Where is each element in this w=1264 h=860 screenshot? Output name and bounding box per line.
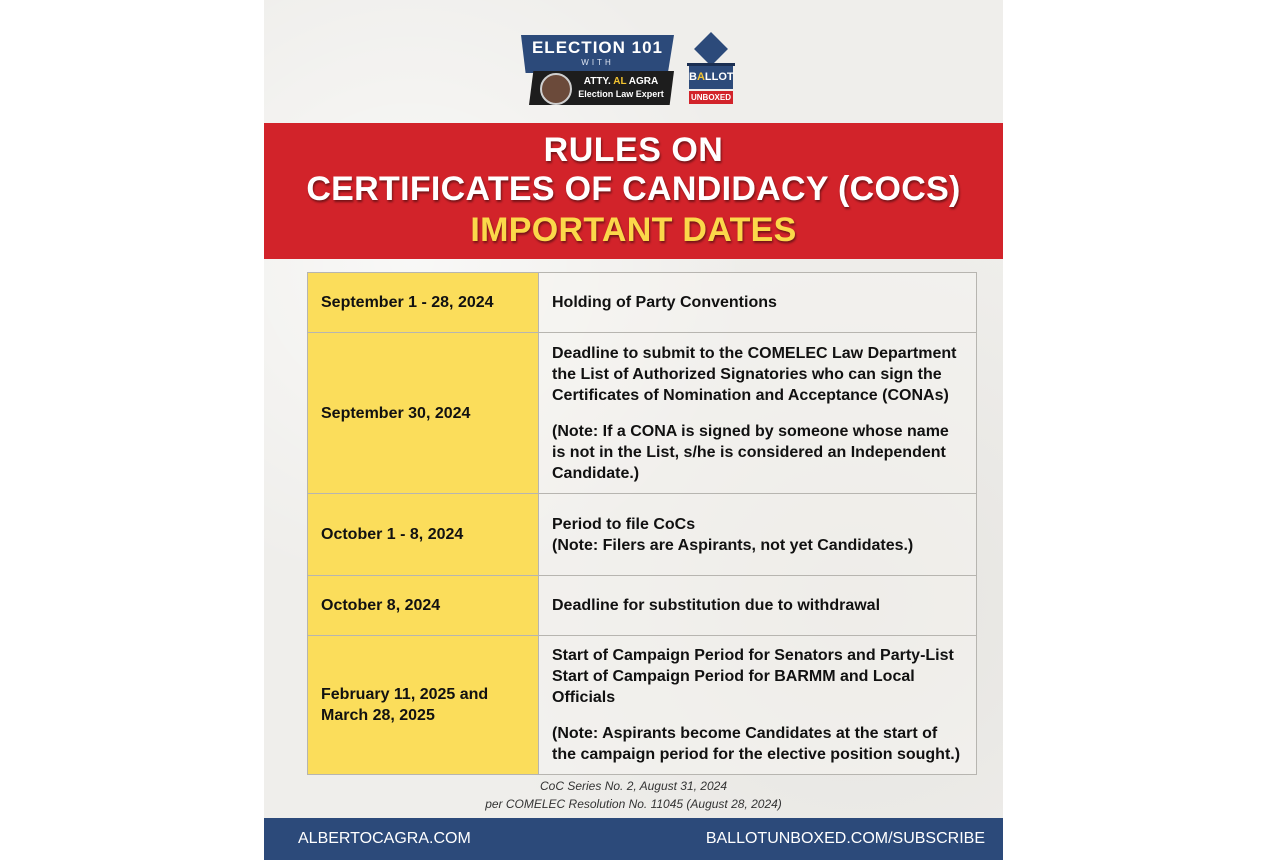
date-line-1: February 11, 2025 and: [321, 686, 489, 703]
ballot-letter-a: A: [696, 71, 705, 83]
source-note-line-1: CoC Series No. 2, August 31, 2024: [540, 779, 727, 793]
poster: [264, 0, 1003, 860]
ballot-word: [689, 71, 733, 83]
name-highlight: AL: [613, 76, 627, 87]
description-text: Deadline for substitution due to withdrawal: [552, 597, 881, 614]
date-cell: [308, 636, 539, 775]
source-note-line-2: per COMELEC Resolution No. 11045 (August 28, 2024): [485, 797, 782, 811]
date-line-2: March 28, 2025: [321, 707, 435, 724]
banner-line-3: IMPORTANT DATES: [470, 211, 797, 249]
table-row: [308, 333, 977, 494]
footer-bar: [264, 818, 1003, 860]
description-cell: [539, 273, 977, 333]
name-suffix: AGRA: [628, 76, 659, 87]
title-banner: [264, 123, 1003, 259]
table-row: [308, 494, 977, 576]
ballot-unboxed-logo: [685, 33, 737, 105]
ballot-sub: UNBOXED: [690, 93, 731, 102]
avatar: [540, 73, 572, 105]
logo-role: Election Law Expert: [578, 89, 664, 99]
table-row: [308, 273, 977, 333]
banner-line-2: CERTIFICATES OF CANDIDACY (COCS): [306, 170, 961, 208]
date-cell: September 30, 2024: [308, 333, 539, 494]
ballot-slot: [687, 63, 735, 66]
description-text: Period to file CoCs: [552, 515, 696, 533]
election-101-logo: [521, 35, 674, 105]
date-cell: October 8, 2024: [308, 576, 539, 636]
description-note: (Note: Filers are Aspirants, not yet Candidates.): [552, 536, 914, 554]
logo-title: ELECTION 101: [531, 38, 664, 57]
description-text: Start of Campaign Period for BARMM and Local Officials: [552, 668, 915, 706]
banner-line-1: RULES ON: [543, 131, 724, 169]
footer-right-link[interactable]: BALLOTUNBOXED.COM/SUBSCRIBE: [705, 830, 985, 847]
logo-with: WITH: [581, 58, 614, 67]
description-text: Start of Campaign Period for Senators and Party-List: [552, 647, 954, 664]
ballot-letter-b: B: [689, 71, 697, 83]
description-note: (Note: If a CONA is signed by someone whose name is not in the List, s/he is considered an Independent Candidate.): [552, 422, 949, 482]
dates-table: [307, 272, 977, 775]
description-cell: [539, 636, 977, 775]
footer-left-link[interactable]: ALBERTOCAGRA.COM: [298, 830, 471, 847]
description-text: Holding of Party Conventions: [552, 294, 777, 311]
description-note: (Note: Aspirants become Candidates at the start of the campaign period for the elective position sought.): [552, 725, 961, 763]
description-cell: [539, 494, 977, 576]
description-cell: [539, 576, 977, 636]
ballot-envelope-icon: [694, 32, 728, 66]
date-cell: September 1 - 28, 2024: [308, 273, 539, 333]
description-cell: [539, 333, 977, 494]
table-row: [308, 576, 977, 636]
logo-name: [571, 76, 671, 87]
date-cell: October 1 - 8, 2024: [308, 494, 539, 576]
name-prefix: ATTY.: [583, 76, 611, 87]
ballot-letters-rest: LLOT: [704, 71, 734, 83]
description-text: Deadline to submit to the COMELEC Law Department the List of Authorized Signatories who can sign the Certificates of Nomination and Acceptance (CONAs): [552, 344, 957, 404]
table-row: [308, 636, 977, 775]
